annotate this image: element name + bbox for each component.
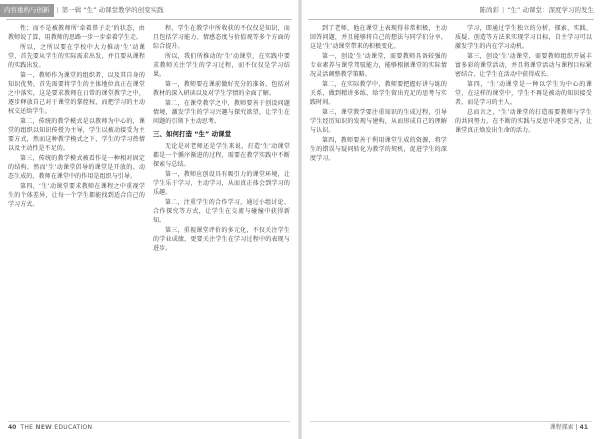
- paragraph: 第二，传统的教学模式是以教师为中心的，课堂的组织以知识传授为主导，学生以被动接受为主要方式，然而这种教学模式之下，学生的学习热情以及主动性是不足的。: [8, 118, 145, 152]
- brand-suffix: EDUCATION: [52, 424, 93, 431]
- brand-prefix: THE: [20, 424, 36, 431]
- page-number: 41: [579, 424, 588, 431]
- section-heading: 三、如何打造 “生” 动课堂: [153, 130, 232, 138]
- paragraph: 第三，课堂教学要注重知识的生成过程，引导学生经历知识的发现与建构，从而形成自己的理解与认识。: [310, 109, 447, 134]
- paragraph: 无论是对老师还是学生来说，打造‘生’动课堂都是一个循序渐进的过程，需要在教学实践中不断探索与总结。: [153, 143, 290, 168]
- right-page-columns: [310, 24, 592, 415]
- right-col-1: [310, 24, 447, 415]
- paragraph: 总而言之，‘生’动课堂的打造需要教师与学生的共同努力，在不断的实践与反思中逐步完善，让课堂真正焕发出生命的活力。: [455, 109, 592, 134]
- paragraph: 第四，‘生’动课堂要求教师在课程之中重视学生的个体差异，让每一个学生都能找到适合自己的学习方式。: [8, 183, 145, 208]
- header-rule: [308, 19, 594, 20]
- paragraph: 第一，教师作为课堂的组织者，以及其自身的知识优势，首先需要将学生的主体地位真正在课堂之中落实，这是要求教师在日常的课堂教学之中，逐步释放自己对于课堂的掌控权，而把学习的主动权交还给学生。: [8, 72, 145, 115]
- paragraph: 第四，教师要善于利用课堂生成的资源，将学生的错误与疑问转化为教学的契机，促进学生的深度学习。: [310, 137, 447, 162]
- paragraph: 学习，即通过学生独立的分析、探索、实践、质疑、创造等方法来实现学习目标，自主学习可以激发学生的内在学习动机。: [455, 25, 592, 50]
- right-page-footer: 课程探索 | 41: [549, 424, 588, 431]
- paragraph: 第二，在实际教学中，教师要把握好讲与练的关系，做到精讲多练，给学生留出充足的思考与实践时间。: [310, 81, 447, 106]
- paragraph: 第二，注重学生的合作学习，通过小组讨论、合作探究等方式，让学生在交流与碰撞中获得新知。: [153, 199, 290, 224]
- running-title: “生” 动课堂：深度学习的发生: [507, 6, 594, 14]
- brand-new: NEW: [35, 424, 53, 431]
- paragraph: 所以，之所以要在学校中大力推动‘生’动课堂，首先要从学生的实际需求出发，并且要从课程的实践出发。: [8, 44, 145, 69]
- paragraph: 到了老师，他在课堂上表现得非常积极，主动回答问题，并且能够将自己的想法与同学们分享，这是‘生’动课堂带来的积极变化。: [310, 25, 447, 50]
- paragraph: 第一，教师应创设具有吸引力的课堂环境，让学生乐于学习、主动学习，从而真正体会到学习的乐趣。: [153, 171, 290, 196]
- header-separator: |: [56, 6, 59, 14]
- left-page-columns: [8, 24, 290, 415]
- footer-section-label: 课程探索: [549, 424, 574, 431]
- paragraph: 性；而不是被教师所‘牵着鼻子走’的状态，由教师说了算，用教师的思路一步一步牵着学生走。: [8, 25, 145, 41]
- paragraph: 第三，创设‘生’动课堂，需要教师组织开展丰富多彩的课堂活动，并且将课堂活动与课程目标紧密结合，让学生在活动中获得成长。: [455, 53, 592, 78]
- header-separator: |: [501, 6, 505, 14]
- right-page: [302, 0, 600, 439]
- left-page-footer: [8, 423, 92, 433]
- paragraph: 程，学生在教学中所收获的不仅仅是知识，而且包括学习能力、情感态度与价值观等多个方面的综合提升。: [153, 25, 290, 50]
- left-col-1: [8, 24, 145, 415]
- running-title: 第一辑 “生” 动课堂教学的创变实践: [61, 6, 164, 14]
- paragraph: 所以，我们所推动的‘生’动课堂，在实践中要求教师关注学生的学习过程，而不仅仅是学习结果。: [153, 53, 290, 78]
- right-col-2: [455, 24, 592, 415]
- paragraph: 第四，‘生’动课堂是一种以学生为中心的课堂，在这样的课堂中，学生不再是被动的知识接受者，而是学习的主人。: [455, 81, 592, 106]
- left-col-2: [153, 24, 290, 415]
- paragraph: 第二，在课堂教学之中，教师要善于创设问题情境，激发学生的学习兴趣与探究欲望，让学生在问题的引领下主动思考。: [153, 100, 290, 125]
- page-number: 40: [8, 424, 17, 431]
- header-rule: [6, 19, 292, 20]
- left-page: [0, 0, 298, 439]
- paragraph: 第三，重视课堂评价的多元化，不仅关注学生的学业成绩，更要关注学生在学习过程中的表现与进步。: [153, 227, 290, 252]
- footer-rule: [8, 421, 290, 422]
- author-name: 陈尚彩: [479, 6, 499, 14]
- right-page-header: [302, 4, 600, 17]
- magazine-brand: [20, 424, 92, 431]
- left-page-header: [0, 4, 298, 17]
- paragraph: 第一，教师要在课前做好充分的准备，包括对教材的深入研读以及对学生学情的全面了解。: [153, 81, 290, 97]
- paragraph: 第一，创设‘生’动课堂，需要教师具备较强的专业素养与课堂驾驭能力，能够根据课堂的实际情况灵活调整教学策略。: [310, 53, 447, 78]
- footer-rule: [310, 421, 592, 422]
- paragraph: 第三，传统的教学模式被看作是一种相对固定的结构，然而‘生’动课堂倡导的课堂是开放的、动态生成的，教师在课堂中的作用是组织与引导。: [8, 155, 145, 180]
- section-tag: 内容重构与创新: [0, 4, 54, 17]
